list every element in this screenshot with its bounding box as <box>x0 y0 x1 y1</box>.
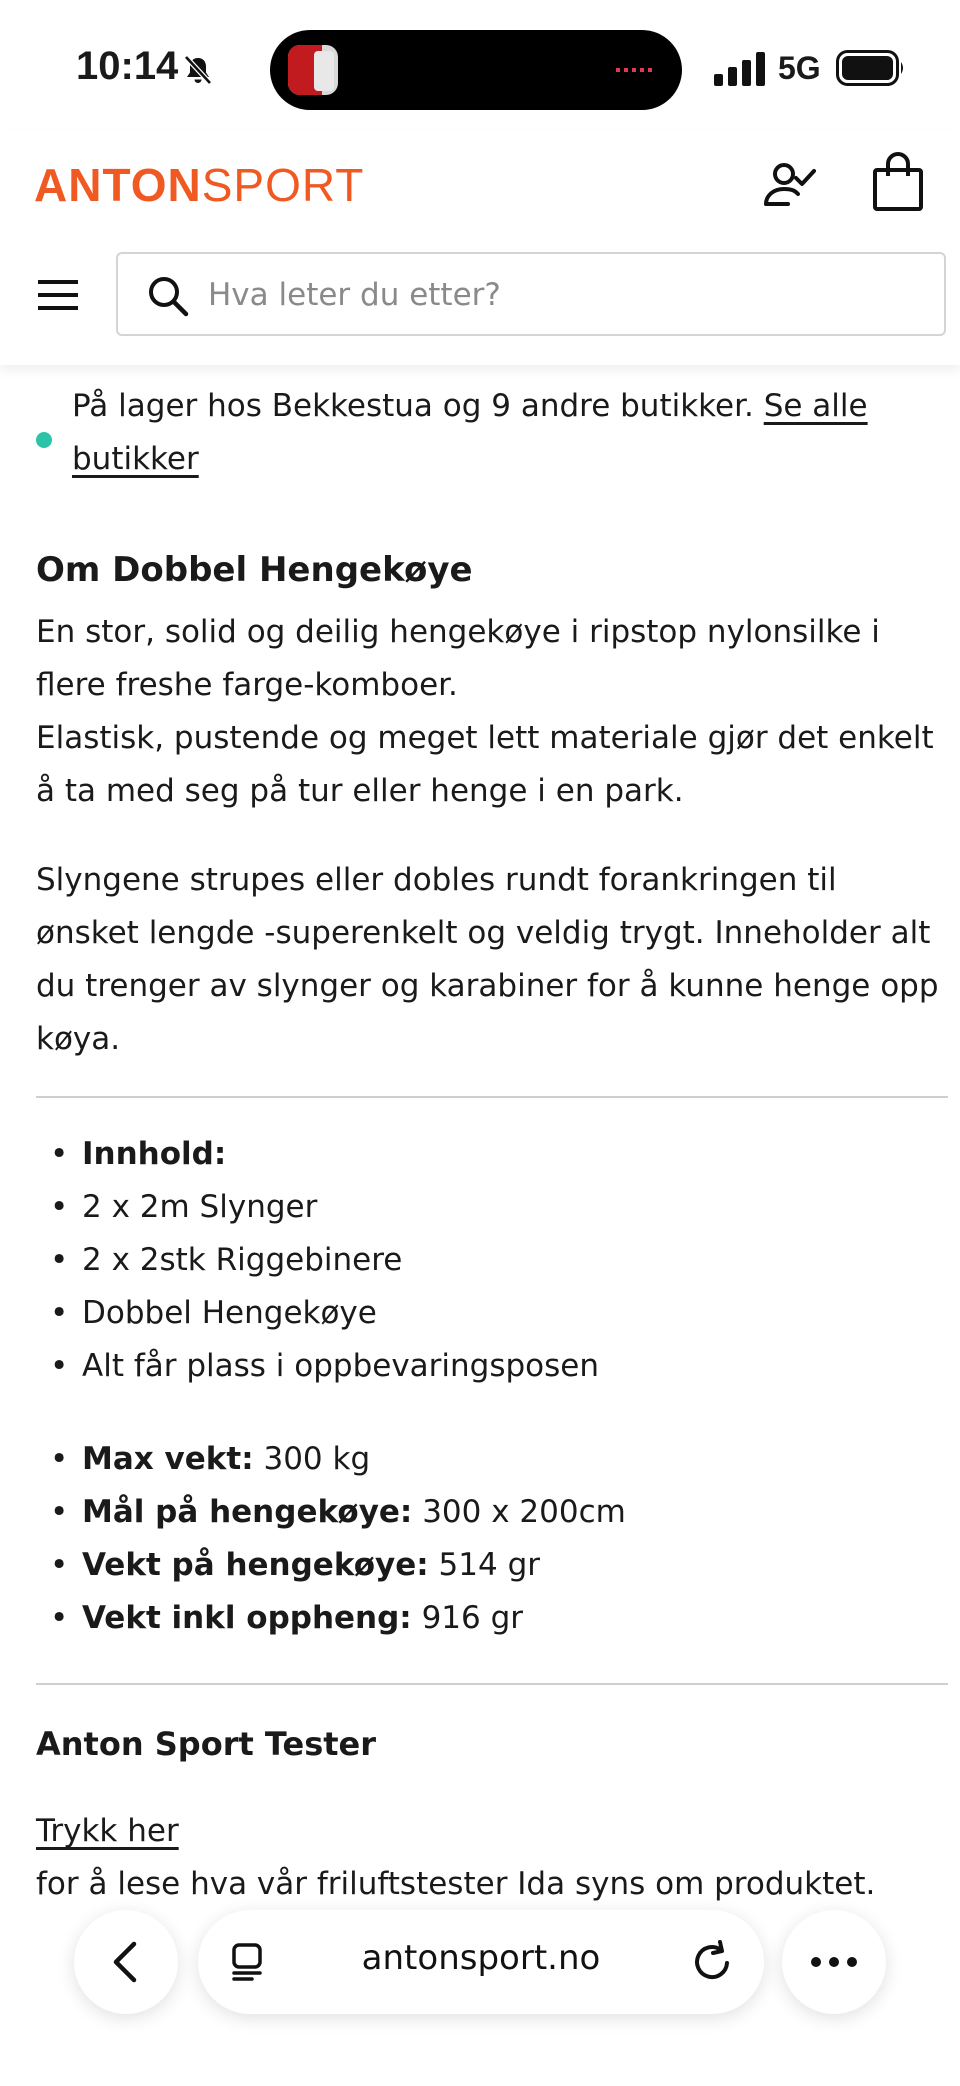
spec-value: 916 gr <box>411 1600 524 1636</box>
reload-icon[interactable] <box>690 1940 734 1984</box>
about-line-1: En stor, solid og deilig hengekøye i ripstop nylonsilke i flere freshe farge-komboer. <box>36 614 880 703</box>
list-item: • 2 x 2stk Riggebinere <box>36 1234 948 1287</box>
contents-heading: Innhold: <box>82 1136 227 1172</box>
contents-list <box>36 1128 948 1393</box>
spec-label: Mål på hengekøye: <box>82 1494 413 1530</box>
address-bar[interactable] <box>198 1910 764 2014</box>
stock-text: På lager hos Bekkestua og 9 andre butikker. <box>72 388 764 424</box>
spec-item <box>36 1592 948 1645</box>
battery-icon <box>836 50 906 86</box>
list-item: • Alt får plass i oppbevaringsposen <box>36 1340 948 1393</box>
dynamic-island <box>270 30 682 110</box>
search-box[interactable] <box>116 252 946 336</box>
about-line-2: Elastisk, pustende og meget lett materiale gjør det enkelt å ta med seg på tur eller henge i en park. <box>36 720 934 809</box>
tester-text: for å lese hva vår friluftstester Ida syns om produktet. <box>36 1866 876 1902</box>
back-button[interactable] <box>74 1910 178 2014</box>
about-title: Om Dobbel Hengekøye <box>36 550 473 590</box>
search-input[interactable] <box>208 270 928 320</box>
now-playing-thumbnail <box>288 45 338 95</box>
status-bar <box>0 0 960 130</box>
list-item: • Dobbel Hengekøye <box>36 1287 948 1340</box>
specs-list <box>36 1433 948 1645</box>
search-icon <box>146 274 190 318</box>
list-item: • 2 x 2m Slynger <box>36 1181 948 1234</box>
network-type: 5G <box>778 50 821 86</box>
divider <box>36 1096 948 1098</box>
list-item <box>36 1128 948 1181</box>
spec-label: Vekt på hengekøye: <box>82 1547 429 1583</box>
product-description <box>36 380 948 1911</box>
spec-value: 300 x 200cm <box>412 1494 626 1530</box>
spec-label: Max vekt: <box>82 1441 254 1477</box>
status-time: 10:14 <box>76 44 179 88</box>
spec-item <box>36 1486 948 1539</box>
spec-item <box>36 1433 948 1486</box>
about-paragraph-2: Slyngene strupes eller dobles rundt forankringen til ønsket lengde -superenkelt og veldig trygt. Inneholder alt du trenger av slynger og karabiner for å kunne henge opp køya. <box>36 862 939 1057</box>
anton-sport-logo[interactable] <box>34 158 364 212</box>
cellular-signal-icon <box>714 52 766 86</box>
more-options-button[interactable] <box>782 1910 886 2014</box>
see-all-stores-link[interactable]: Se alle butikker <box>72 388 868 477</box>
spec-value: 514 gr <box>428 1547 541 1583</box>
about-paragraph-1 <box>36 606 948 818</box>
site-header <box>0 130 960 365</box>
tester-read-more-link[interactable]: Trykk her <box>36 1813 179 1849</box>
ellipsis-icon <box>810 1954 858 1970</box>
spec-label: Vekt inkl oppheng: <box>82 1600 412 1636</box>
shopping-bag-icon[interactable] <box>872 152 924 212</box>
user-account-icon[interactable] <box>762 156 818 212</box>
spec-value: 300 kg <box>253 1441 371 1477</box>
activity-indicator-icon <box>616 68 656 72</box>
divider <box>36 1683 948 1685</box>
bell-muted-icon <box>182 54 214 86</box>
logo-light-text: SPORT <box>201 159 365 211</box>
tester-title: Anton Sport Tester <box>36 1725 377 1763</box>
spec-item <box>36 1539 948 1592</box>
chevron-left-icon <box>106 1940 146 1984</box>
in-stock-dot-icon <box>36 432 52 448</box>
browser-toolbar <box>0 1900 960 2086</box>
logo-bold-text: ANTON <box>34 159 202 211</box>
stock-availability <box>36 380 948 486</box>
url-text: antonsport.no <box>361 1938 601 1978</box>
hamburger-menu-icon[interactable] <box>38 278 80 312</box>
